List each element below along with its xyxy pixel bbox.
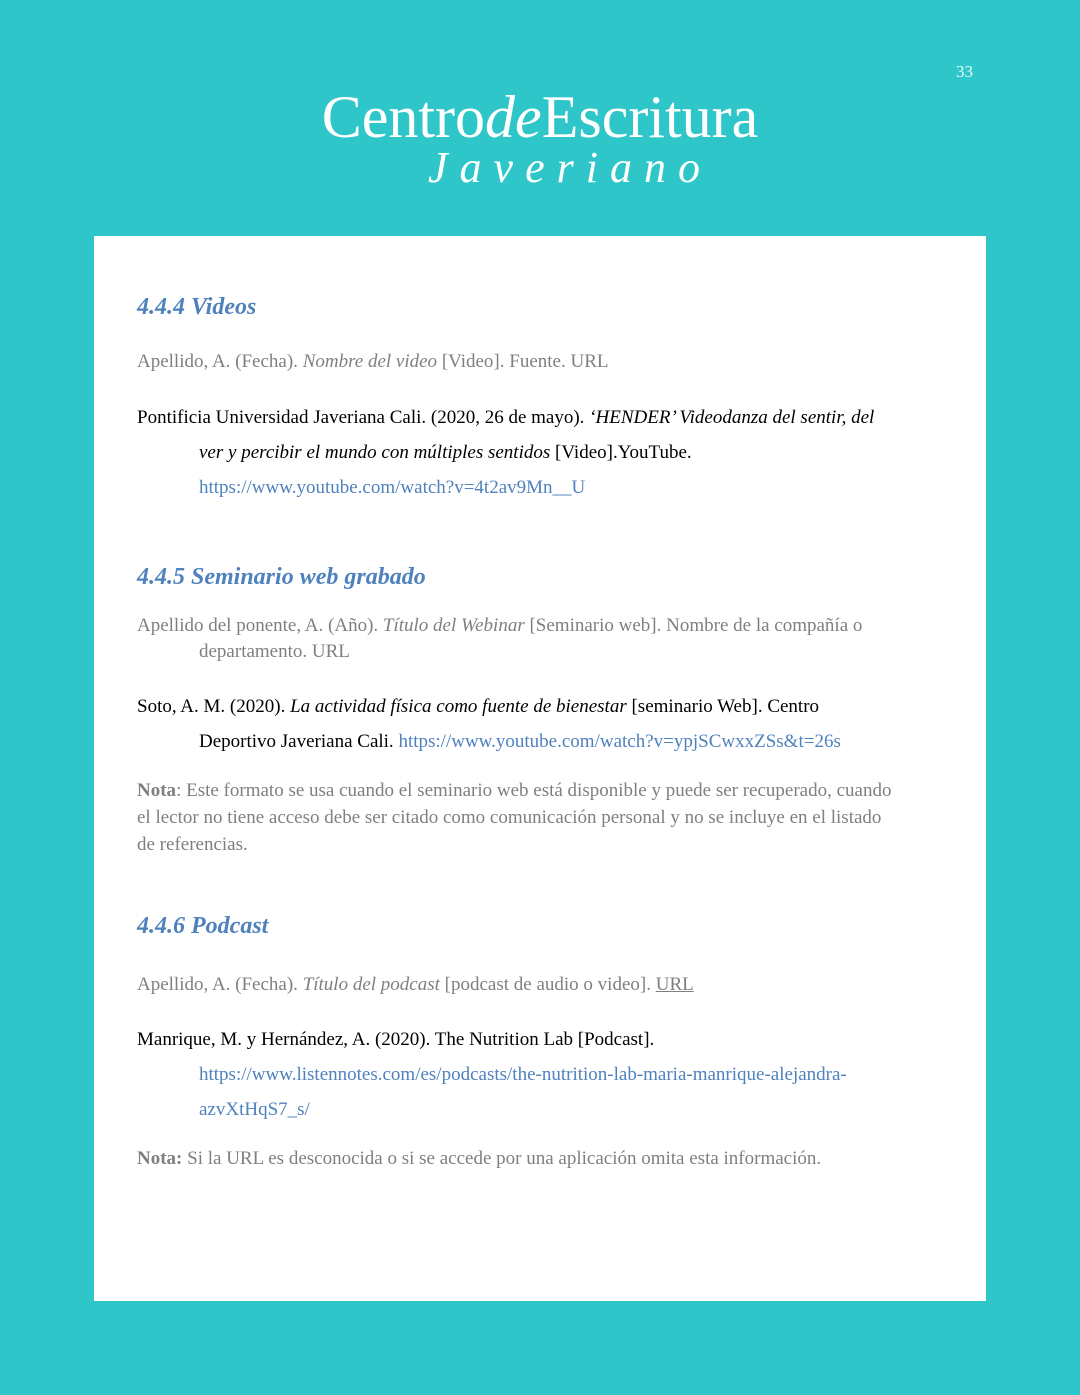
logo-text: de bbox=[485, 84, 542, 150]
webinar-template-line2: departamento. URL bbox=[199, 641, 350, 662]
text: [podcast de audio o video]. bbox=[439, 974, 656, 995]
text: Deportivo Javeriana Cali. bbox=[199, 731, 399, 752]
webinar-note-line1 bbox=[137, 779, 892, 803]
text: [Video].YouTube. bbox=[550, 442, 692, 463]
webinar-note-line3: de referencias. bbox=[137, 834, 248, 855]
podcast-example-line1: Manrique, M. y Hernández, A. (2020). The Nutrition Lab [Podcast]. bbox=[137, 1029, 655, 1050]
videos-template bbox=[137, 350, 608, 374]
text: Si la URL es desconocida o si se accede por una aplicación omita esta información. bbox=[182, 1148, 822, 1169]
text: [Seminario web]. Nombre de la compañía o bbox=[524, 615, 863, 636]
webinar-example-line2 bbox=[199, 730, 841, 754]
text: Título del Webinar bbox=[382, 615, 525, 636]
webinar-note-line2: el lector no tiene acceso debe ser citado como comunicación personal y no se incluye en el listado bbox=[137, 807, 882, 828]
videos-example-line1 bbox=[137, 406, 874, 430]
text: Nombre del video bbox=[302, 351, 438, 372]
webinar-example-link[interactable]: https://www.youtube.com/watch?v=ypjSCwxxZSs&t=26s bbox=[398, 731, 841, 752]
text: ver y percibir el mundo con múltiples sentidos bbox=[199, 442, 551, 463]
text: Título del podcast bbox=[302, 974, 440, 995]
webinar-example-line1 bbox=[137, 695, 819, 719]
podcast-note bbox=[137, 1147, 821, 1171]
section-heading-webinar: 4.4.5 Seminario web grabado bbox=[137, 564, 426, 590]
podcast-template bbox=[137, 973, 694, 997]
text: Apellido del ponente, A. (Año). bbox=[137, 615, 383, 636]
section-heading-podcast: 4.4.6 Podcast bbox=[137, 913, 269, 939]
section-heading-videos: 4.4.4 Videos bbox=[137, 294, 257, 320]
url-placeholder: URL bbox=[655, 974, 694, 995]
logo-text: Escritura bbox=[541, 84, 759, 150]
podcast-example-link[interactable]: https://www.listennotes.com/es/podcasts/the-nutrition-lab-maria-manrique-alejandra- bbox=[199, 1064, 847, 1085]
text: [seminario Web]. Centro bbox=[626, 696, 820, 717]
podcast-example-link-cont[interactable]: azvXtHqS7_s/ bbox=[199, 1099, 310, 1120]
logo-text: Centro bbox=[321, 84, 486, 150]
text: Pontificia Universidad Javeriana Cali. (2020, 26 de mayo). bbox=[137, 407, 590, 428]
text: Apellido, A. (Fecha). bbox=[137, 351, 303, 372]
text: Apellido, A. (Fecha). bbox=[137, 974, 303, 995]
content-card bbox=[94, 236, 986, 1301]
webinar-template-line1 bbox=[137, 614, 862, 638]
note-label: Nota bbox=[137, 780, 177, 801]
text: ‘HENDER’ Videodanza del sentir, del bbox=[589, 407, 875, 428]
note-label: Nota: bbox=[137, 1148, 183, 1169]
text: [Video]. Fuente. URL bbox=[437, 351, 609, 372]
text: La actividad física como fuente de bienestar bbox=[290, 696, 627, 717]
page-number: 33 bbox=[956, 62, 973, 81]
videos-example-link[interactable]: https://www.youtube.com/watch?v=4t2av9Mn__U bbox=[199, 477, 586, 498]
videos-example-line2 bbox=[199, 441, 692, 465]
text: Soto, A. M. (2020). bbox=[137, 696, 291, 717]
text: : Este formato se usa cuando el seminario web está disponible y puede ser recuperado, cuando bbox=[176, 780, 892, 801]
logo-subtitle: Javeriano bbox=[428, 143, 712, 192]
